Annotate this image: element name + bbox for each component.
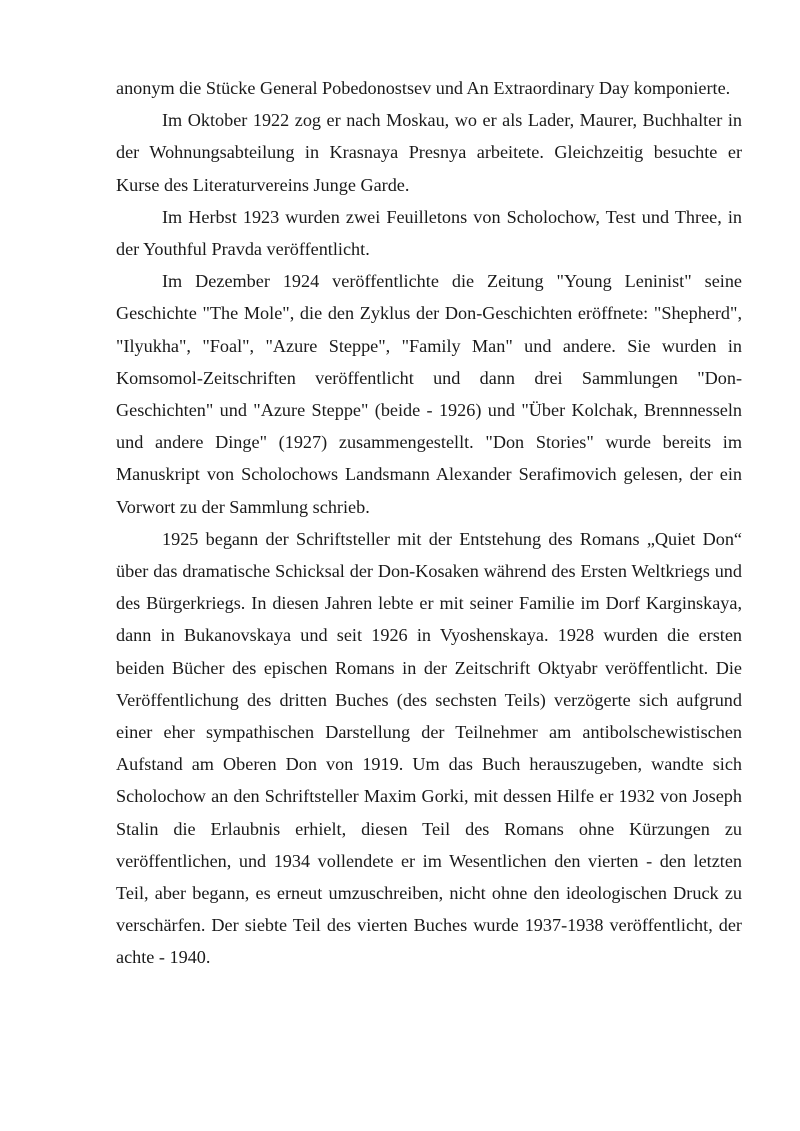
paragraph-moscow-1922: Im Oktober 1922 zog er nach Moskau, wo er als Lader, Maurer, Buchhalter in der Wohnungsabteilung in Krasnaya Presnya arbeitete. Gleichzeitig besuchte er Kurse des Literaturvereins Junge Garde. [116,110,742,195]
document-body [116,72,742,974]
paragraph-feuilletons-1923: Im Herbst 1923 wurden zwei Feuilletons von Scholochow, Test und Three, in der Youthful Pravda veröffentlicht. [116,206,742,260]
paragraph-continued: anonym die Stücke General Pobedonostsev und An Extraordinary Day komponierte. [116,78,731,98]
paragraph-don-stories-1924: Im Dezember 1924 veröffentlichte die Zeitung "Young Leninist" seine Geschichte "The Mole", die den Zyklus der Don-Geschichten eröffnete: "Shepherd", "Ilyukha", "Foal", "Azure Steppe", "Family Man" und andere. Sie wurden in Komsomol-Zeitschriften veröffentlicht und dann drei Sammlungen "Don-Geschichten" und "Azure Steppe" (beide - 1926) und "Über Kolchak, Brennnesseln und andere Dinge" (1927) zusammengestellt. "Don Stories" wurde bereits im Manuskript von Scholochows Landsmann Alexander Serafimovich gelesen, der ein Vorwort zu der Sammlung schrieb. [116,271,742,517]
paragraph-quiet-don-1925: 1925 begann der Schriftsteller mit der Entstehung des Romans „Quiet Don“ über das dramatische Schicksal der Don-Kosaken während des Ersten Weltkriegs und des Bürgerkriegs. In diesen Jahren lebte er mit seiner Familie im Dorf Karginskaya, dann in Bukanovskaya und seit 1926 in Vyoshenskaya. 1928 wurden die ersten beiden Bücher des epischen Romans in der Zeitschrift Oktyabr veröffentlicht. Die Veröffentlichung des dritten Buches (des sechsten Teils) verzögerte sich aufgrund einer eher sympathischen Darstellung der Teilnehmer am antibolschewistischen Aufstand am Oberen Don von 1919. Um das Buch herauszugeben, wandte sich Scholochow an den Schriftsteller Maxim Gorki, mit dessen Hilfe er 1932 von Joseph Stalin die Erlaubnis erhielt, diesen Teil des Romans ohne Kürzungen zu veröffentlichen, und 1934 vollendete er im Wesentlichen den vierten - den letzten Teil, aber begann, es erneut umzuschreiben, nicht ohne den ideologischen Druck zu verschärfen. Der siebte Teil des vierten Buches wurde 1937-1938 veröffentlicht, der achte - 1940. [116,528,742,968]
